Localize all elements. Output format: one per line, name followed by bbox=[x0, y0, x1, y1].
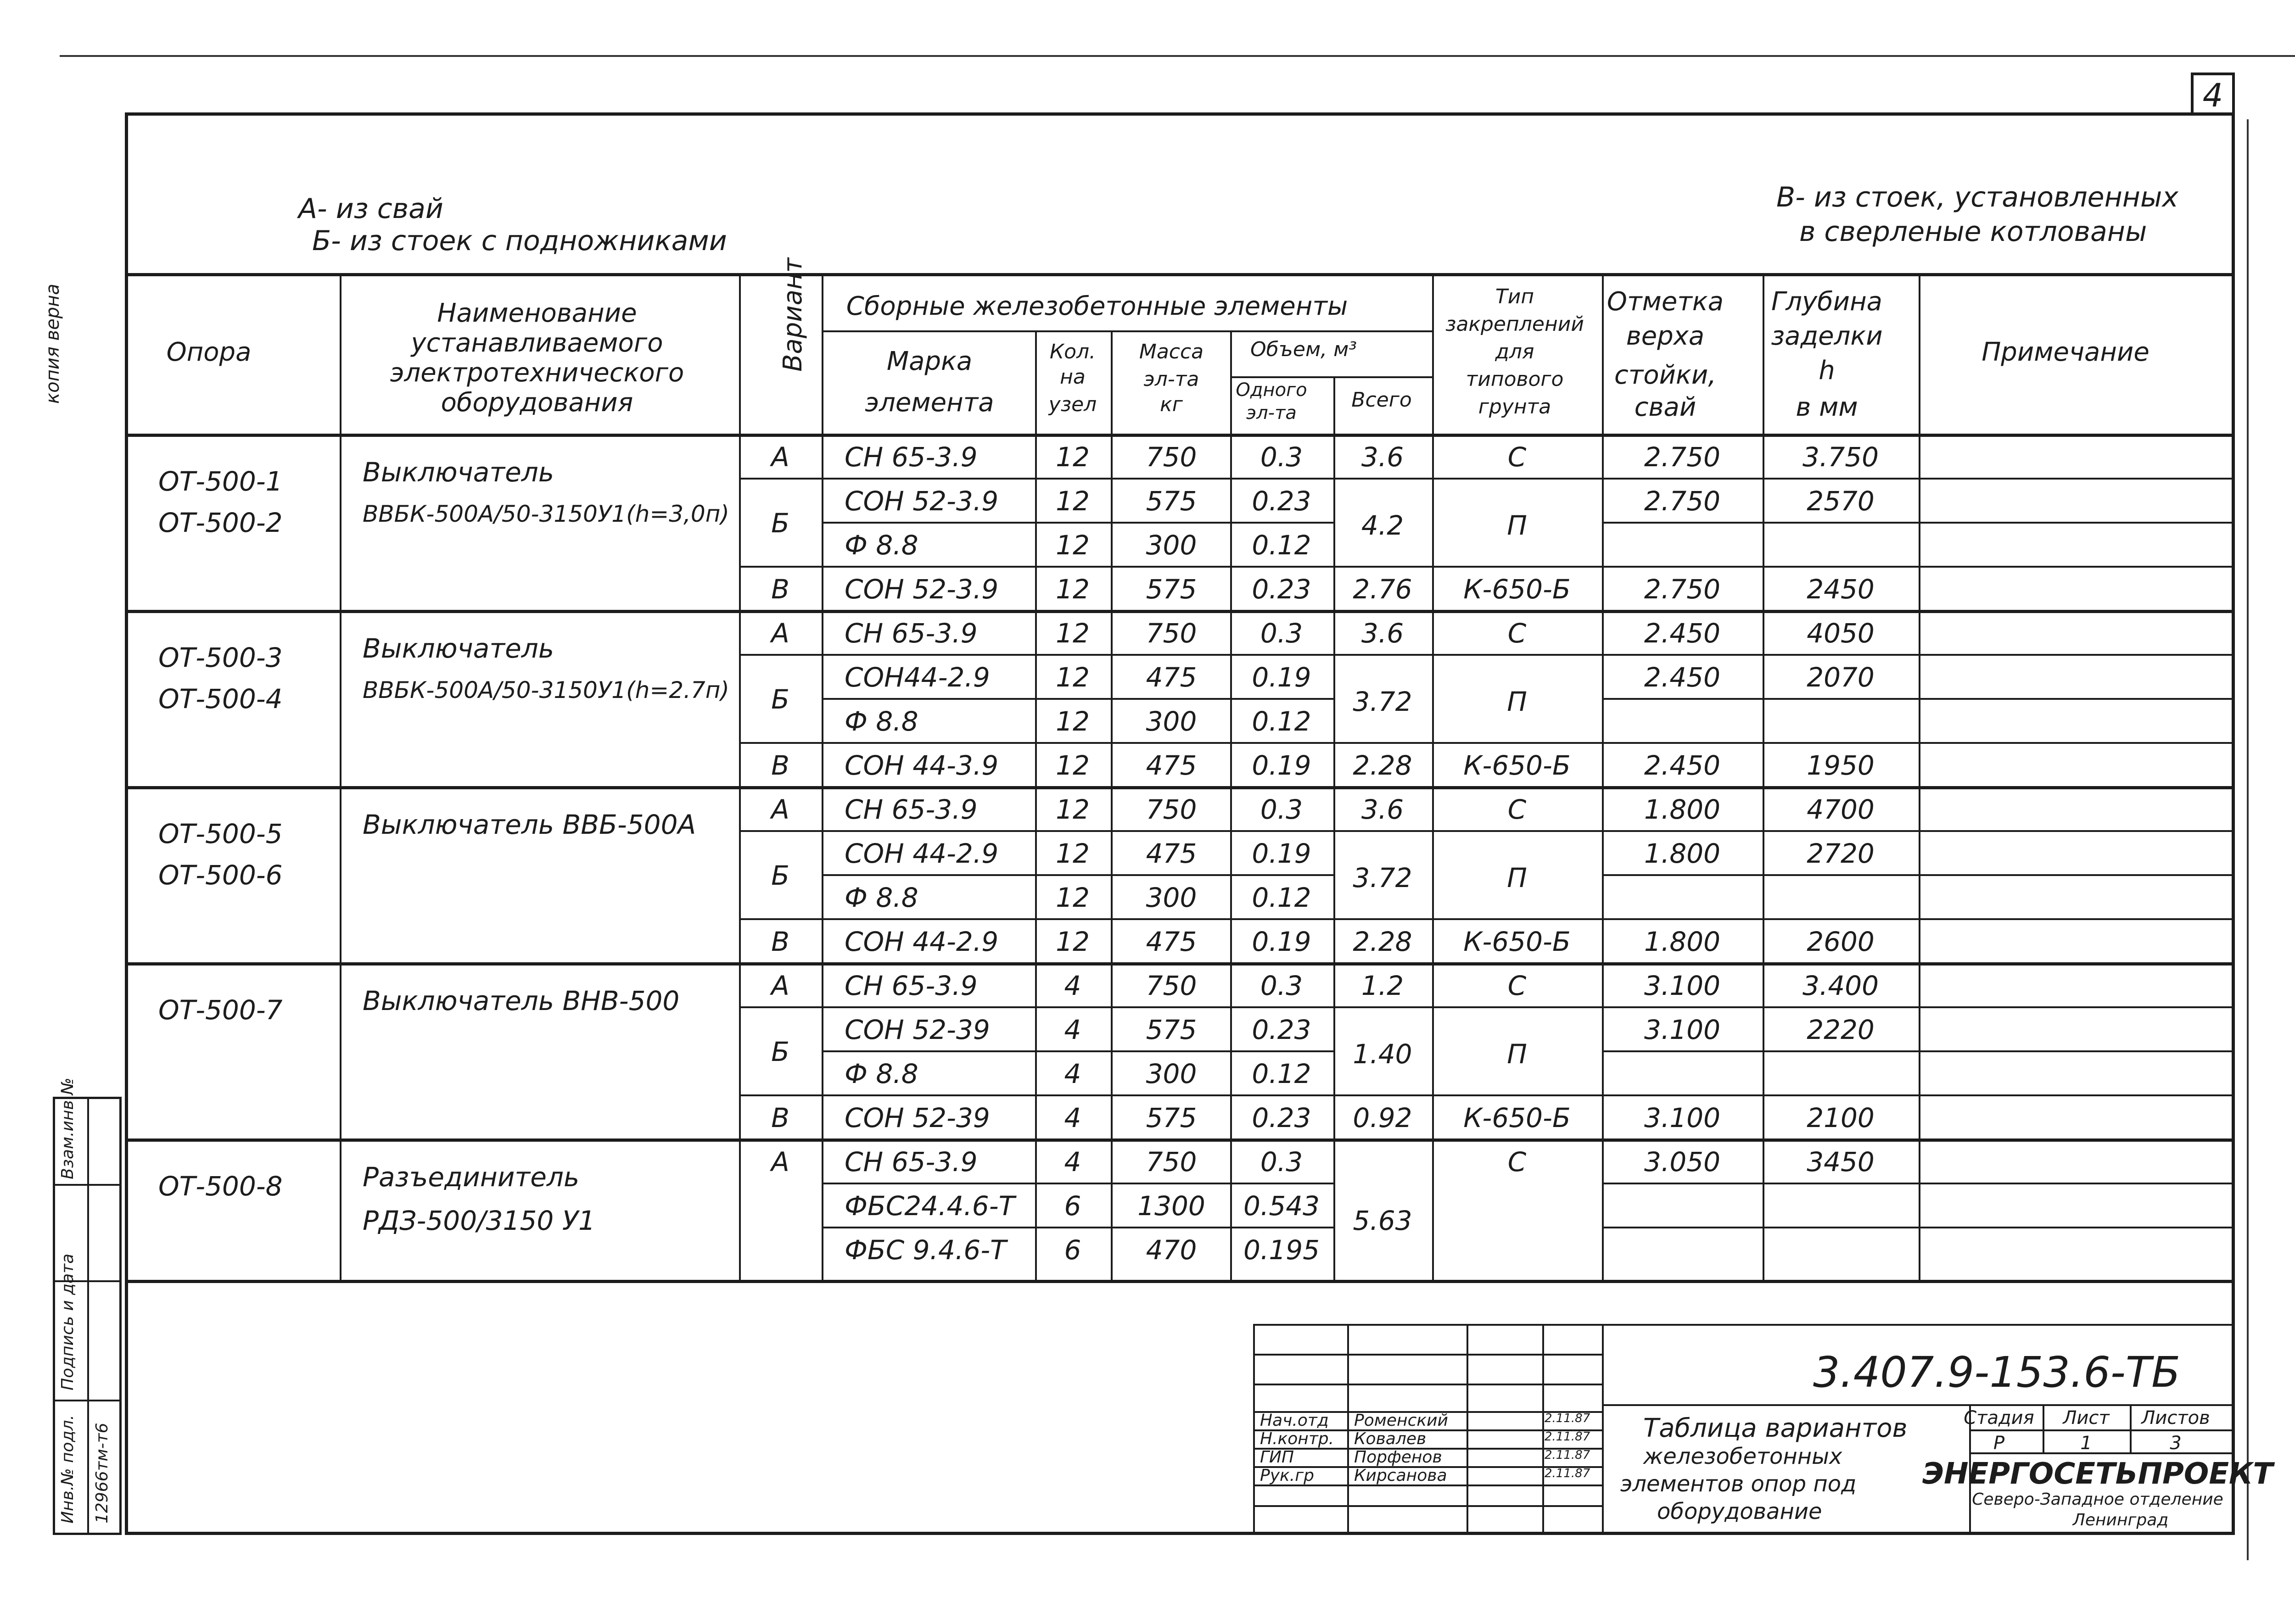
cell-otm: 2.750 bbox=[1644, 574, 1721, 605]
row-line bbox=[822, 1227, 1333, 1228]
cell-vol: 0.3 bbox=[1260, 970, 1303, 1001]
col-otm-4: свай bbox=[1634, 392, 1696, 422]
legend-v-cont: в сверленые котлованы bbox=[1799, 216, 2147, 248]
cell-vol: 0.19 bbox=[1252, 926, 1311, 957]
signer-date: 2.11.87 bbox=[1545, 1448, 1590, 1462]
row-line-right bbox=[1602, 1227, 2235, 1228]
row-line-right bbox=[1602, 698, 2235, 700]
stamp-top bbox=[1253, 1324, 2235, 1326]
variant-line bbox=[739, 566, 2235, 568]
col-otm-1: Отметка bbox=[1606, 287, 1724, 317]
col-gl-4: в мм bbox=[1796, 392, 1858, 422]
col-note: Примечание bbox=[1982, 337, 2149, 367]
cell-vol: 0.19 bbox=[1252, 750, 1311, 781]
side-stamp-line-3 bbox=[53, 1400, 122, 1401]
row-line bbox=[822, 698, 1333, 700]
variant-letter: А bbox=[771, 618, 789, 649]
cell-total: 1.40 bbox=[1353, 1038, 1412, 1070]
col-vol-total: Всего bbox=[1351, 388, 1412, 412]
variant-letter: А bbox=[771, 1146, 789, 1178]
cell-tip: К-650-Б bbox=[1463, 1102, 1571, 1133]
sheets-value: 3 bbox=[2170, 1433, 2182, 1454]
cell-gl: 2720 bbox=[1807, 838, 1875, 869]
cell-otm: 3.050 bbox=[1644, 1146, 1721, 1178]
cell-marka: СН 65-3.9 bbox=[845, 618, 978, 649]
col-group: Сборные железобетонные элементы bbox=[846, 291, 1348, 321]
cell-otm: 3.100 bbox=[1644, 1014, 1721, 1045]
cell-massa: 750 bbox=[1146, 970, 1197, 1001]
stamp-col-sheet bbox=[2043, 1404, 2044, 1452]
variant-letter: Б bbox=[771, 860, 789, 891]
variant-letter: А bbox=[771, 794, 789, 825]
cell-vol: 0.3 bbox=[1260, 1146, 1303, 1178]
variant-letter: А bbox=[771, 441, 789, 473]
cell-gl: 3450 bbox=[1807, 1146, 1875, 1178]
cell-massa: 475 bbox=[1146, 926, 1197, 957]
cell-marka: СОН 44-3.9 bbox=[845, 750, 999, 781]
signer-name: Кирсанова bbox=[1354, 1466, 1447, 1485]
variant-line bbox=[739, 742, 2235, 744]
cell-kol: 4 bbox=[1064, 1058, 1081, 1089]
variant-line bbox=[739, 654, 2235, 656]
cell-tip: П bbox=[1507, 510, 1527, 541]
col-otm-2: верха bbox=[1626, 321, 1705, 351]
cell-tip: С bbox=[1507, 618, 1527, 649]
legend-a: А- из свай bbox=[298, 193, 443, 225]
row-line bbox=[822, 522, 1333, 524]
sheet-number: 4 bbox=[2191, 73, 2235, 116]
cell-vol: 0.23 bbox=[1252, 1102, 1311, 1133]
stage-label: Стадия bbox=[1964, 1407, 2034, 1429]
variant-letter: В bbox=[771, 926, 789, 957]
cell-marka: СОН44-2.9 bbox=[845, 662, 990, 693]
variant-letter: В bbox=[771, 1102, 789, 1133]
stamp-stage-line-2 bbox=[1969, 1452, 2235, 1454]
cell-massa: 475 bbox=[1146, 662, 1197, 693]
col-gl-3: h bbox=[1819, 356, 1835, 385]
cell-massa: 750 bbox=[1146, 618, 1197, 649]
cell-marka: СН 65-3.9 bbox=[845, 1146, 978, 1178]
cell-massa: 300 bbox=[1146, 530, 1197, 561]
cell-marka: ФБС 9.4.6-Т bbox=[845, 1234, 1007, 1266]
variant-line bbox=[739, 830, 2235, 832]
cell-kol: 12 bbox=[1056, 441, 1090, 473]
cell-kol: 12 bbox=[1056, 750, 1090, 781]
cell-gl: 2450 bbox=[1807, 574, 1875, 605]
top-border-line bbox=[60, 55, 2295, 57]
signer-role: ГИП bbox=[1260, 1448, 1294, 1467]
variant-letter: Б bbox=[771, 684, 789, 715]
equipment-name: Выключатель bbox=[363, 633, 554, 664]
opora-code: ОТ-500-4 bbox=[158, 683, 283, 714]
stamp-col-3 bbox=[1602, 1324, 1604, 1535]
cell-vol: 0.23 bbox=[1252, 486, 1311, 517]
cell-massa: 475 bbox=[1146, 750, 1197, 781]
col-massa-1: Масса bbox=[1139, 340, 1204, 363]
cell-gl: 2100 bbox=[1807, 1102, 1875, 1133]
cell-kol: 4 bbox=[1064, 1146, 1081, 1178]
table-bottom-line bbox=[125, 1280, 2235, 1283]
cell-gl: 2070 bbox=[1807, 662, 1875, 693]
cell-marka: СОН 44-2.9 bbox=[845, 838, 999, 869]
cell-gl: 4700 bbox=[1807, 794, 1875, 825]
cell-gl: 2600 bbox=[1807, 926, 1875, 957]
cell-vol: 0.12 bbox=[1252, 530, 1311, 561]
stamp-title-1: Таблица вариантов bbox=[1643, 1413, 1908, 1443]
cell-vol: 0.3 bbox=[1260, 618, 1303, 649]
cell-kol: 12 bbox=[1056, 662, 1090, 693]
stamp-row-1 bbox=[1253, 1384, 1602, 1385]
cell-massa: 750 bbox=[1146, 1146, 1197, 1178]
row-line-right bbox=[1602, 522, 2235, 524]
cell-gl: 2570 bbox=[1807, 486, 1875, 517]
cell-total: 2.76 bbox=[1353, 574, 1412, 605]
cell-massa: 575 bbox=[1146, 1014, 1197, 1045]
column-line-4 bbox=[1035, 330, 1037, 1280]
equipment-name: РДЗ-500/3150 У1 bbox=[363, 1205, 595, 1236]
cell-vol: 0.23 bbox=[1252, 1014, 1311, 1045]
cell-marka: СОН 52-39 bbox=[845, 1014, 990, 1045]
cell-tip: К-650-Б bbox=[1463, 750, 1571, 781]
cell-marka: Ф 8.8 bbox=[845, 882, 918, 913]
equipment-name: ВВБК-500А/50-3150У1(h=3,0п) bbox=[363, 501, 729, 527]
col-name-3: электротехнического bbox=[390, 358, 684, 388]
equipment-name: Выключатель ВНВ-500 bbox=[363, 985, 680, 1016]
column-line-10 bbox=[1763, 273, 1764, 1280]
stamp-col-sheets bbox=[2130, 1404, 2132, 1452]
cell-kol: 4 bbox=[1064, 970, 1081, 1001]
opora-code: ОТ-500-6 bbox=[158, 859, 283, 891]
variant-letter: В bbox=[771, 750, 789, 781]
cell-massa: 300 bbox=[1146, 1058, 1197, 1089]
column-line-1 bbox=[340, 273, 341, 1280]
cell-marka: Ф 8.8 bbox=[845, 1058, 918, 1089]
stamp-title-3: элементов опор под bbox=[1620, 1471, 1857, 1497]
cell-total: 4.2 bbox=[1361, 510, 1404, 541]
legend-b: Б- из стоек с подножниками bbox=[312, 225, 727, 257]
cell-kol: 6 bbox=[1064, 1190, 1081, 1222]
cell-kol: 12 bbox=[1056, 926, 1090, 957]
col-gl-1: Глубина bbox=[1771, 287, 1882, 317]
col-tip-3: для bbox=[1495, 340, 1534, 363]
row-line-right bbox=[1602, 1183, 2235, 1184]
cell-marka: Ф 8.8 bbox=[845, 530, 918, 561]
col-tip-1: Тип bbox=[1495, 285, 1534, 308]
stamp-col-1 bbox=[1467, 1324, 1468, 1535]
group-line-2 bbox=[125, 786, 2235, 789]
stamp-title-4: оборудование bbox=[1657, 1499, 1822, 1524]
opora-code: ОТ-500-2 bbox=[158, 507, 283, 538]
cell-otm: 2.750 bbox=[1644, 486, 1721, 517]
col-tip-5: грунта bbox=[1478, 395, 1551, 419]
cell-total: 3.72 bbox=[1353, 862, 1412, 893]
cell-tip: С bbox=[1507, 1146, 1527, 1178]
column-line-8 bbox=[1432, 273, 1434, 1280]
stamp-col-2 bbox=[1542, 1324, 1544, 1535]
col-gl-2: заделки bbox=[1771, 321, 1883, 351]
signer-role: Н.контр. bbox=[1260, 1429, 1334, 1448]
cell-kol: 12 bbox=[1056, 794, 1090, 825]
row-line bbox=[822, 1183, 1333, 1184]
cell-total: 3.6 bbox=[1361, 794, 1404, 825]
side-stamp-divider bbox=[87, 1097, 89, 1535]
cell-total: 0.92 bbox=[1353, 1102, 1412, 1133]
column-line-6 bbox=[1230, 330, 1232, 1280]
sheet-label: Лист bbox=[2063, 1407, 2110, 1429]
cell-otm: 2.450 bbox=[1644, 750, 1721, 781]
signer-date: 2.11.87 bbox=[1545, 1467, 1590, 1480]
cell-massa: 575 bbox=[1146, 574, 1197, 605]
cell-kol: 12 bbox=[1056, 882, 1090, 913]
cell-tip: П bbox=[1507, 686, 1527, 717]
col-tip-2: закреплений bbox=[1445, 313, 1584, 336]
equipment-name: Выключатель ВВБ-500А bbox=[363, 809, 696, 840]
col-kol-3: узел bbox=[1048, 393, 1097, 416]
cell-marka: СН 65-3.9 bbox=[845, 970, 978, 1001]
column-line-11 bbox=[1919, 273, 1920, 1280]
cell-gl: 1950 bbox=[1807, 750, 1875, 781]
row-line bbox=[822, 874, 1333, 876]
group-line-1 bbox=[125, 610, 2235, 613]
cell-vol: 0.19 bbox=[1252, 838, 1311, 869]
cell-tip: К-650-Б bbox=[1463, 574, 1571, 605]
cell-otm: 2.450 bbox=[1644, 662, 1721, 693]
row-line bbox=[822, 1050, 1333, 1052]
col-marka-1: Марка bbox=[886, 346, 973, 376]
cell-massa: 750 bbox=[1146, 794, 1197, 825]
cell-total: 3.72 bbox=[1353, 686, 1412, 717]
stamp-row-0 bbox=[1253, 1354, 1602, 1356]
cell-vol: 0.23 bbox=[1252, 574, 1311, 605]
cell-vol: 0.3 bbox=[1260, 794, 1303, 825]
cell-vol: 0.195 bbox=[1243, 1234, 1320, 1266]
cell-vol: 0.12 bbox=[1252, 1058, 1311, 1089]
cell-massa: 575 bbox=[1146, 486, 1197, 517]
cell-marka: СОН 52-3.9 bbox=[845, 574, 999, 605]
variant-letter: А bbox=[771, 970, 789, 1001]
sheets-label: Листов bbox=[2141, 1407, 2210, 1429]
signer-role: Нач.отд bbox=[1260, 1411, 1329, 1430]
opora-code: ОТ-500-5 bbox=[158, 818, 283, 849]
cell-kol: 12 bbox=[1056, 530, 1090, 561]
cell-tip: С bbox=[1507, 794, 1527, 825]
cell-otm: 3.100 bbox=[1644, 970, 1721, 1001]
column-line-3 bbox=[822, 273, 823, 1280]
signer-name: Ковалев bbox=[1354, 1429, 1427, 1448]
cell-otm: 1.800 bbox=[1644, 794, 1721, 825]
row-line-right bbox=[1602, 1050, 2235, 1052]
cell-tip: К-650-Б bbox=[1463, 926, 1571, 957]
variant-letter: Б bbox=[771, 1036, 789, 1067]
col-opora: Опора bbox=[166, 337, 252, 367]
cell-vol: 0.543 bbox=[1243, 1190, 1320, 1222]
variant-letter: Б bbox=[771, 508, 789, 539]
cell-massa: 575 bbox=[1146, 1102, 1197, 1133]
signer-name: Роменский bbox=[1354, 1411, 1448, 1430]
cell-total: 2.28 bbox=[1353, 750, 1412, 781]
col-massa-2: эл-та bbox=[1143, 368, 1199, 391]
cell-marka: СОН 52-3.9 bbox=[845, 486, 999, 517]
org-dept: Северо-Западное отделение bbox=[1972, 1490, 2223, 1509]
cell-kol: 4 bbox=[1064, 1102, 1081, 1133]
volume-sub-line bbox=[1230, 376, 1432, 378]
side-inv-label: Инв.№ подл. bbox=[58, 1415, 77, 1524]
variant-letter: В bbox=[771, 574, 789, 605]
cell-gl: 2220 bbox=[1807, 1014, 1875, 1045]
col-name-1: Наименование bbox=[437, 298, 637, 328]
opora-code: ОТ-500-3 bbox=[158, 642, 283, 673]
equipment-name: Выключатель bbox=[363, 457, 554, 488]
cell-vol: 0.19 bbox=[1252, 662, 1311, 693]
group-sub-line bbox=[822, 330, 1432, 332]
variant-line bbox=[739, 1006, 2235, 1008]
right-border-line bbox=[2247, 119, 2249, 1560]
variant-line bbox=[739, 478, 2235, 480]
cell-otm: 1.800 bbox=[1644, 926, 1721, 957]
group-line-3 bbox=[125, 962, 2235, 965]
opora-code: ОТ-500-8 bbox=[158, 1171, 283, 1202]
col-name-4: оборудования bbox=[441, 388, 633, 418]
cell-marka: Ф 8.8 bbox=[845, 706, 918, 737]
cell-massa: 1300 bbox=[1137, 1190, 1205, 1222]
cell-tip: С bbox=[1507, 970, 1527, 1001]
cell-total: 3.6 bbox=[1361, 618, 1404, 649]
org-name: ЭНЕРГОСЕТЬПРОЕКТ bbox=[1922, 1457, 2273, 1491]
cell-vol: 0.12 bbox=[1252, 706, 1311, 737]
cell-massa: 300 bbox=[1146, 882, 1197, 913]
side-note: копия верна bbox=[42, 284, 63, 404]
col-volume: Объем, м³ bbox=[1250, 338, 1357, 361]
cell-total: 3.6 bbox=[1361, 441, 1404, 473]
col-vol-one-2: эл-та bbox=[1246, 402, 1297, 424]
variant-line bbox=[739, 1094, 2235, 1096]
col-otm-3: стойки, bbox=[1614, 360, 1717, 390]
variant-line bbox=[739, 918, 2235, 920]
column-line-5 bbox=[1111, 330, 1113, 1280]
signer-role: Рук.гр bbox=[1260, 1466, 1314, 1485]
cell-marka: СОН 52-39 bbox=[845, 1102, 990, 1133]
cell-kol: 12 bbox=[1056, 838, 1090, 869]
cell-kol: 12 bbox=[1056, 618, 1090, 649]
cell-tip: С bbox=[1507, 441, 1527, 473]
cell-massa: 470 bbox=[1146, 1234, 1197, 1266]
side-stamp-line-1 bbox=[53, 1184, 122, 1186]
opora-code: ОТ-500-7 bbox=[158, 994, 283, 1026]
col-variant: Вариант bbox=[778, 257, 808, 372]
side-inv-value: 12966тм-т6 bbox=[93, 1423, 112, 1524]
signer-name: Порфенов bbox=[1354, 1448, 1442, 1467]
cell-marka: ФБС24.4.6-Т bbox=[845, 1190, 1015, 1222]
cell-tip: П bbox=[1507, 1038, 1527, 1070]
stamp-row-7 bbox=[1253, 1505, 1602, 1507]
cell-otm: 2.750 bbox=[1644, 441, 1721, 473]
cell-gl: 3.750 bbox=[1802, 441, 1879, 473]
stage-value: Р bbox=[1993, 1433, 2005, 1454]
cell-marka: СН 65-3.9 bbox=[845, 441, 978, 473]
col-tip-4: типового bbox=[1466, 368, 1564, 391]
cell-kol: 12 bbox=[1056, 706, 1090, 737]
opora-code: ОТ-500-1 bbox=[158, 466, 283, 497]
cell-otm: 3.100 bbox=[1644, 1102, 1721, 1133]
cell-marka: СОН 44-2.9 bbox=[845, 926, 999, 957]
column-line-7 bbox=[1333, 376, 1335, 1280]
signer-date: 2.11.87 bbox=[1545, 1430, 1590, 1444]
col-marka-2: элемента bbox=[865, 388, 994, 418]
col-kol-1: Кол. bbox=[1049, 340, 1096, 363]
equipment-name: Разъединитель bbox=[363, 1161, 580, 1193]
cell-massa: 300 bbox=[1146, 706, 1197, 737]
cell-gl: 3.400 bbox=[1802, 970, 1879, 1001]
legend-v: В- из стоек, установленных bbox=[1776, 181, 2178, 213]
stamp-left bbox=[1253, 1324, 1255, 1535]
cell-marka: СН 65-3.9 bbox=[845, 794, 978, 825]
side-sign-label: Подпись и дата bbox=[58, 1253, 77, 1390]
cell-total: 5.63 bbox=[1353, 1205, 1412, 1236]
cell-gl: 4050 bbox=[1807, 618, 1875, 649]
cell-vol: 0.12 bbox=[1252, 882, 1311, 913]
column-line-2 bbox=[739, 273, 741, 1280]
col-name-2: устанавливаемого bbox=[411, 328, 663, 358]
cell-otm: 2.450 bbox=[1644, 618, 1721, 649]
cell-kol: 12 bbox=[1056, 486, 1090, 517]
stamp-title-2: железобетонных bbox=[1643, 1444, 1842, 1469]
cell-kol: 6 bbox=[1064, 1234, 1081, 1266]
signer-date: 2.11.87 bbox=[1545, 1412, 1590, 1425]
cell-massa: 750 bbox=[1146, 441, 1197, 473]
equipment-name: ВВБК-500А/50-3150У1(h=2.7п) bbox=[363, 677, 729, 703]
stamp-mid-line bbox=[1602, 1404, 2235, 1406]
cell-massa: 475 bbox=[1146, 838, 1197, 869]
cell-total: 2.28 bbox=[1353, 926, 1412, 957]
cell-vol: 0.3 bbox=[1260, 441, 1303, 473]
col-kol-2: на bbox=[1060, 365, 1086, 389]
cell-tip: П bbox=[1507, 862, 1527, 893]
org-city: Ленинград bbox=[2072, 1511, 2169, 1529]
stamp-col-0 bbox=[1347, 1324, 1349, 1535]
sheet-value: 1 bbox=[2080, 1433, 2092, 1454]
cell-total: 1.2 bbox=[1361, 970, 1404, 1001]
row-line-right bbox=[1602, 874, 2235, 876]
stamp-stage-line bbox=[1969, 1429, 2235, 1431]
group-line-4 bbox=[125, 1138, 2235, 1142]
cell-otm: 1.800 bbox=[1644, 838, 1721, 869]
cell-kol: 4 bbox=[1064, 1014, 1081, 1045]
doc-code: 3.407.9-153.6-ТБ bbox=[1813, 1348, 2181, 1397]
column-line-9 bbox=[1602, 273, 1604, 1280]
col-massa-3: кг bbox=[1160, 393, 1183, 416]
cell-kol: 12 bbox=[1056, 574, 1090, 605]
col-vol-one-1: Одного bbox=[1236, 379, 1307, 401]
side-vzam-label: Взам.инв.№ bbox=[58, 1077, 77, 1179]
